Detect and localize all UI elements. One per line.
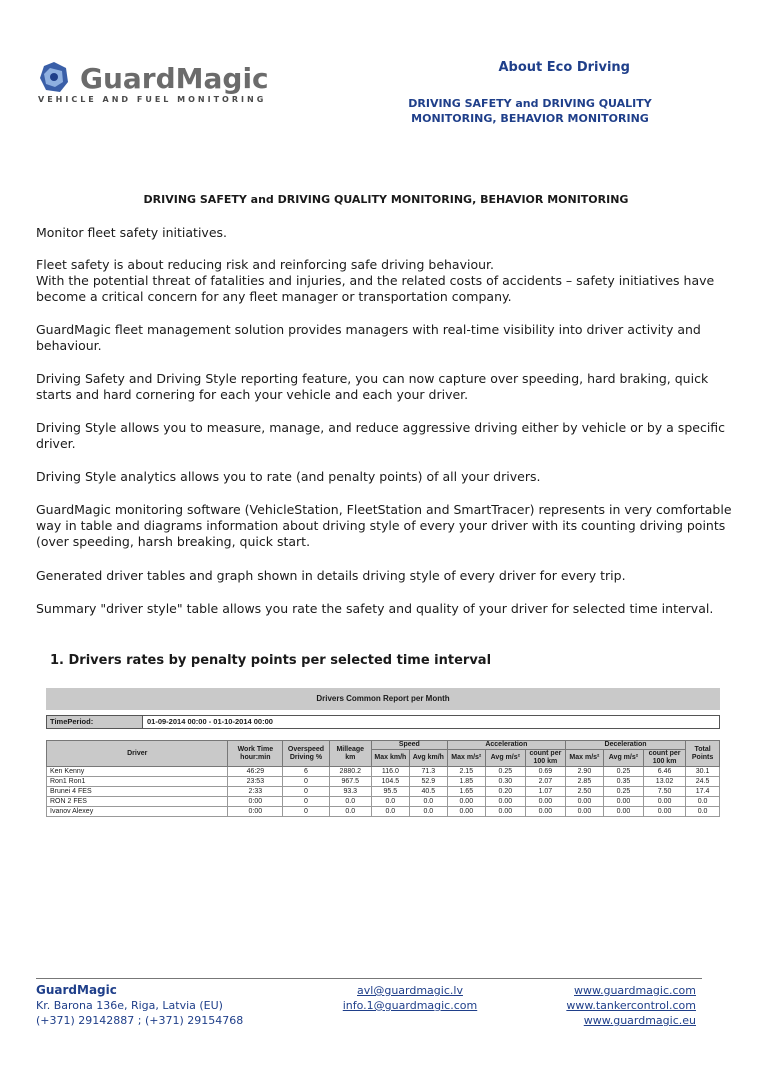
col-deceleration: Deceleration — [565, 741, 685, 750]
table-cell: 0.35 — [603, 777, 643, 787]
table-cell: 0:00 — [228, 797, 283, 807]
table-cell: 93.3 — [329, 787, 371, 797]
page-heading: DRIVING SAFETY and DRIVING QUALITY MONITORING, BEHAVIOR MONITORING — [143, 193, 629, 206]
period-label: TimePeriod: — [47, 716, 143, 728]
driver-name-cell: Ron1 Ron1 — [47, 777, 228, 787]
table-cell: 0.25 — [603, 767, 643, 777]
col-overspeed: Overspeed Driving % — [283, 741, 329, 767]
email-link-2[interactable]: info.1@guardmagic.com — [342, 999, 478, 1012]
table-cell: 0 — [283, 777, 329, 787]
table-cell: 0.0 — [409, 807, 447, 817]
table-cell: 0.0 — [371, 807, 409, 817]
col-dec-avg: Avg m/s² — [603, 750, 643, 767]
table-cell: 0.0 — [371, 797, 409, 807]
header-title: About Eco Driving — [498, 60, 630, 75]
col-dec-count: count per 100 km — [643, 750, 685, 767]
section-title: 1. Drivers rates by penalty points per selected time interval — [50, 653, 492, 668]
paragraph-7: Driving Style analytics allows you to rate (and penalty points) of all your drivers. — [36, 469, 541, 484]
col-driver: Driver — [47, 741, 228, 767]
paragraph-3: With the potential threat of fatalities and injuries, and the related costs of accidents – safety initiatives have become a critical concern for any fleet manager or transportation company. — [36, 273, 715, 304]
table-cell: 0.00 — [447, 797, 485, 807]
table-cell: 0.20 — [485, 787, 525, 797]
table-cell: 0.00 — [603, 807, 643, 817]
header-subtitle-line-2: MONITORING, BEHAVIOR MONITORING — [411, 112, 649, 125]
table-cell: 2.50 — [565, 787, 603, 797]
table-cell: 0 — [283, 787, 329, 797]
footer-emails — [330, 983, 490, 1013]
paragraph-8: GuardMagic monitoring software (VehicleStation, FleetStation and SmartTracer) represents in very comfortable way in table and diagrams information about driving style of every your driver with its counting driving points (over speeding, harsh breaking, quick start. — [36, 502, 732, 549]
company-logo — [36, 58, 286, 108]
col-speed-max: Max km/h — [371, 750, 409, 767]
col-milleage: Milleage km — [329, 741, 371, 767]
table-cell: 13.02 — [643, 777, 685, 787]
web-link-1[interactable]: www.guardmagic.com — [573, 984, 696, 997]
table-cell: 2:33 — [228, 787, 283, 797]
drivers-table-body — [47, 767, 720, 817]
table-cell: 0.0 — [409, 797, 447, 807]
col-acc-count: count per 100 km — [525, 750, 565, 767]
table-cell: 17.4 — [686, 787, 720, 797]
table-cell: 71.3 — [409, 767, 447, 777]
logo-text: GuardMagic — [80, 62, 269, 95]
table-cell: 0.69 — [525, 767, 565, 777]
driver-name-cell: Ivanov Alexey — [47, 807, 228, 817]
paragraph-2: Fleet safety is about reducing risk and reinforcing safe driving behaviour. — [36, 257, 495, 272]
table-cell: 0.0 — [686, 807, 720, 817]
table-row — [47, 797, 720, 807]
driver-name-cell: Ken Kenny — [47, 767, 228, 777]
header-subtitle — [380, 96, 680, 126]
web-link-3[interactable]: www.guardmagic.eu — [583, 1014, 696, 1027]
table-cell: 52.9 — [409, 777, 447, 787]
table-cell: 0.00 — [525, 797, 565, 807]
table-cell: 1.07 — [525, 787, 565, 797]
period-value: 01-09-2014 00:00 - 01-10-2014 00:00 — [147, 717, 273, 726]
paragraph-9: Generated driver tables and graph shown in details driving style of every driver for every trip. — [36, 568, 626, 583]
table-cell: 0.00 — [485, 797, 525, 807]
table-cell: 0.0 — [329, 807, 371, 817]
table-cell: 0.00 — [565, 807, 603, 817]
paragraph-4: GuardMagic fleet management solution provides managers with real-time visibility into driver activity and behaviour. — [36, 322, 701, 353]
drivers-table — [46, 740, 720, 817]
report-title: Drivers Common Report per Month — [46, 688, 720, 710]
email-link-1[interactable]: avl@guardmagic.lv — [357, 984, 463, 997]
table-cell: 2.90 — [565, 767, 603, 777]
col-work-time: Work Time hour:min — [228, 741, 283, 767]
table-cell: 116.0 — [371, 767, 409, 777]
table-row — [47, 807, 720, 817]
table-cell: 0.00 — [447, 807, 485, 817]
table-cell: 0.00 — [643, 807, 685, 817]
table-cell: 24.5 — [686, 777, 720, 787]
table-cell: 0 — [283, 797, 329, 807]
table-cell: 0:00 — [228, 807, 283, 817]
table-cell: 0.25 — [485, 767, 525, 777]
table-cell: 1.65 — [447, 787, 485, 797]
paragraph-6: Driving Style allows you to measure, manage, and reduce aggressive driving either by vehicle or by a specific driver. — [36, 420, 726, 451]
table-cell: 104.5 — [371, 777, 409, 787]
table-cell: 0.00 — [643, 797, 685, 807]
table-cell: 2.07 — [525, 777, 565, 787]
col-acceleration: Acceleration — [447, 741, 565, 750]
table-cell: 2.15 — [447, 767, 485, 777]
table-cell: 0.00 — [603, 797, 643, 807]
col-acc-avg: Avg m/s² — [485, 750, 525, 767]
driver-name-cell: Brunei 4 FES — [47, 787, 228, 797]
paragraph-10: Summary "driver style" table allows you rate the safety and quality of your driver for selected time interval. — [36, 601, 714, 616]
footer-divider — [36, 978, 702, 979]
table-cell: 2880.2 — [329, 767, 371, 777]
table-cell: 0.30 — [485, 777, 525, 787]
table-cell: 0.00 — [525, 807, 565, 817]
table-cell: 0.00 — [485, 807, 525, 817]
col-total: Total Points — [686, 741, 720, 767]
table-cell: 0.00 — [565, 797, 603, 807]
logo-graphic — [36, 58, 286, 108]
table-cell: 0 — [283, 807, 329, 817]
col-speed: Speed — [371, 741, 447, 750]
table-row — [47, 787, 720, 797]
footer-brand: GuardMagic — [36, 983, 117, 997]
table-cell: 6.46 — [643, 767, 685, 777]
header-subtitle-line-1: DRIVING SAFETY and DRIVING QUALITY — [408, 97, 652, 110]
table-cell: 46:29 — [228, 767, 283, 777]
paragraph-1: Monitor fleet safety initiatives. — [36, 225, 228, 240]
table-cell: 0.0 — [329, 797, 371, 807]
table-cell: 30.1 — [686, 767, 720, 777]
table-cell: 967.5 — [329, 777, 371, 787]
footer-phones: (+371) 29142887 ; (+371) 29154768 — [36, 1014, 244, 1027]
footer-address: Kr. Barona 136e, Riga, Latvia (EU) — [36, 999, 223, 1012]
table-cell: 40.5 — [409, 787, 447, 797]
table-cell: 7.50 — [643, 787, 685, 797]
table-cell: 1.85 — [447, 777, 485, 787]
table-cell: 0.0 — [686, 797, 720, 807]
logo-emblem-icon — [40, 62, 68, 92]
paragraph-5: Driving Safety and Driving Style reporting feature, you can now capture over speeding, hard braking, quick starts and hard cornering for each your vehicle and each your driver. — [36, 371, 709, 402]
logo-tagline: VEHICLE AND FUEL MONITORING — [38, 95, 267, 104]
web-link-2[interactable]: www.tankercontrol.com — [566, 999, 696, 1012]
table-cell: 2.85 — [565, 777, 603, 787]
report-period — [46, 715, 720, 729]
col-dec-max: Max m/s² — [565, 750, 603, 767]
driver-name-cell: RON 2 FES — [47, 797, 228, 807]
col-acc-max: Max m/s² — [447, 750, 485, 767]
table-row — [47, 777, 720, 787]
table-row — [47, 767, 720, 777]
table-cell: 95.5 — [371, 787, 409, 797]
footer-websites — [540, 983, 696, 1028]
table-cell: 6 — [283, 767, 329, 777]
table-cell: 0.25 — [603, 787, 643, 797]
drivers-report — [46, 688, 720, 858]
table-cell: 23:53 — [228, 777, 283, 787]
footer-contact — [36, 983, 243, 1028]
col-speed-avg: Avg km/h — [409, 750, 447, 767]
